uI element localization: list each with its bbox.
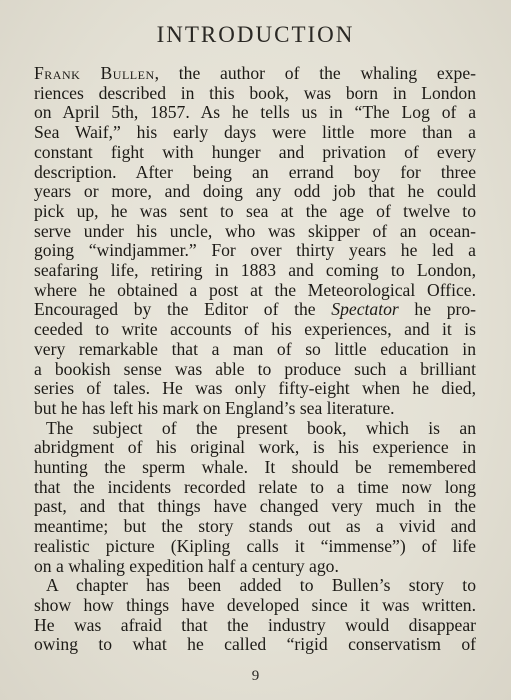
text-line: meantime; but the story stands out as a vivid and [34,516,476,537]
text-line: a bookish sense was able to produce such a brilliant [34,358,476,379]
text-line: realistic picture (Kipling calls it “immense”) of life [34,535,476,556]
text-line: that the incidents recorded relate to a time now long [34,476,476,497]
text-line: constant fight with hunger and privation of every [34,141,476,162]
text-line: very remarkable that a man of so little education in [34,338,476,359]
text-line: ceeded to write accounts of his experiences, and it is [34,319,476,340]
text-line [34,64,476,84]
text-line: series of tales. He was only fifty-eight when he died, [34,378,476,399]
publication-title: Spectator [331,299,399,320]
text-line: going “windjammer.” For over thirty years he led a [34,240,476,261]
text-span: , the author of the whaling expe- [154,63,476,83]
text-line: The subject of the present book, which is an [46,417,476,438]
chapter-heading: INTRODUCTION [156,22,355,47]
paragraph-2 [34,419,476,577]
text-line: where he obtained a post at the Meteorological Office. [34,279,476,300]
text-line: abridgment of his original work, is his experience in [34,437,476,458]
text-line: hunting the sperm whale. It should be remembered [34,457,476,478]
text-line: serve under his uncle, who was skipper of an ocean- [34,220,476,241]
text-line: years or more, and doing any odd job that he could [34,181,476,202]
text-line: seafaring life, retiring in 1883 and coming to London, [34,260,476,281]
text-line: description. After being an errand boy for three [34,161,476,182]
text-line: A chapter has been added to Bullen’s story to [46,575,476,596]
text-line: on April 5th, 1857. As he tells us in “The Log of a [34,102,476,123]
text-line: riences described in this book, was born in London [34,82,476,103]
paragraph-1 [34,64,476,419]
text-line [34,300,476,320]
page-number: 9 [251,668,260,684]
paragraph-3 [34,576,476,655]
text-line: on a whaling expedition half a century ago. [34,555,339,576]
text-line: pick up, he was sent to sea at the age of twelve to [34,200,476,221]
text-line: but he has left his mark on England’s sea literature. [34,397,395,418]
text-line: Sea Waif,” his early days were little more than a [34,122,476,143]
text-span: he pro- [398,299,477,320]
text-line: past, and that things have changed very much in the [34,496,476,517]
text-line: He was afraid that the industry would disappear [34,614,476,635]
author-name: Frank Bullen [34,63,155,83]
body-text [34,64,476,655]
text-line: show how things have developed since it was written. [34,594,476,615]
text-span: Encouraged by the Editor of the [34,299,332,320]
text-line: owing to what he called “rigid conservatism of [34,634,476,655]
